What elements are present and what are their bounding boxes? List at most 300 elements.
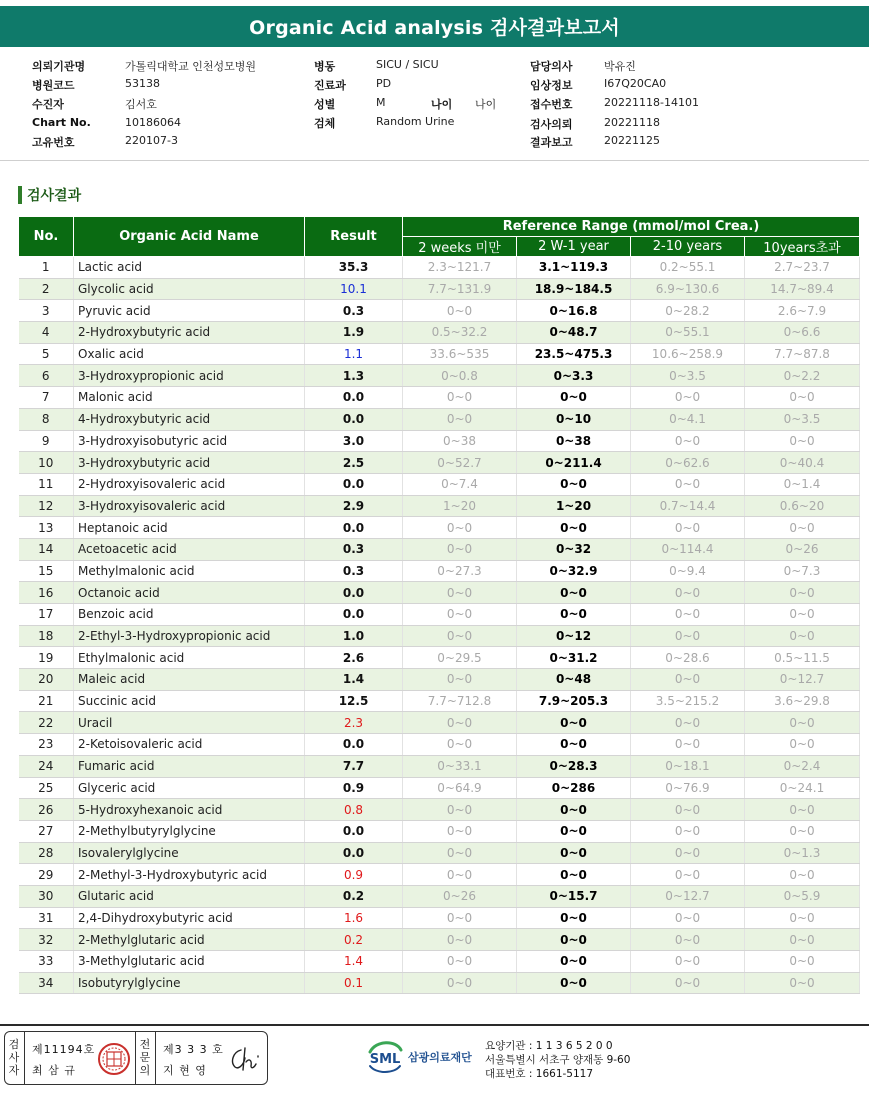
reference-range: 0~0 (745, 387, 860, 409)
reference-range: 0~2.2 (745, 365, 860, 387)
info-value: Random Urine (376, 115, 455, 128)
result-value: 0.0 (305, 408, 403, 430)
row-number: 19 (19, 647, 74, 669)
reference-range: 0~0 (403, 408, 517, 430)
info-value: I67Q20CA0 (604, 77, 667, 90)
acid-name: Isobutyrylglycine (74, 972, 305, 994)
acid-name: Heptanoic acid (74, 517, 305, 539)
lab-institution-code: 요양기관 : 1 1 3 6 5 2 0 0 (485, 1040, 613, 1052)
table-row (19, 560, 860, 582)
specialist-license-no: 제3 3 3 호 (163, 1043, 224, 1056)
info-doctor (530, 58, 636, 74)
reference-range: 0~0 (631, 517, 745, 539)
table-row (19, 517, 860, 539)
result-value: 0.1 (305, 972, 403, 994)
row-number: 11 (19, 473, 74, 495)
info-label: 진료과 (314, 79, 346, 92)
result-value: 0.9 (305, 777, 403, 799)
result-value: 0.9 (305, 864, 403, 886)
reference-range: 0~0 (517, 864, 631, 886)
reference-range: 0~0 (745, 820, 860, 842)
row-number: 24 (19, 755, 74, 777)
reference-range: 0.2~55.1 (631, 257, 745, 279)
specialist-name: 지 현 영 (163, 1064, 207, 1077)
row-number: 12 (19, 495, 74, 517)
result-value: 0.2 (305, 885, 403, 907)
row-number: 9 (19, 430, 74, 452)
reference-range: 0~0 (631, 734, 745, 756)
tester-name: 최 삼 규 (32, 1064, 76, 1077)
acid-name: Benzoic acid (74, 604, 305, 626)
row-number: 2 (19, 278, 74, 300)
table-row (19, 690, 860, 712)
row-number: 25 (19, 777, 74, 799)
table-row (19, 365, 860, 387)
reference-range: 0~12.7 (631, 885, 745, 907)
reference-range: 0~52.7 (403, 452, 517, 474)
reference-range: 0~0 (631, 582, 745, 604)
reference-range: 0~3.3 (517, 365, 631, 387)
acid-name: Oxalic acid (74, 343, 305, 365)
lab-info (485, 1039, 630, 1081)
reference-range: 0~1.3 (745, 842, 860, 864)
reference-range: 0.5~32.2 (403, 322, 517, 344)
reference-range: 0~0 (517, 929, 631, 951)
acid-name: Isovalerylglycine (74, 842, 305, 864)
row-number: 5 (19, 343, 74, 365)
table-row (19, 257, 860, 279)
table-row (19, 907, 860, 929)
row-number: 6 (19, 365, 74, 387)
result-value: 10.1 (305, 278, 403, 300)
col-header-range-2: 2-10 years (631, 237, 745, 257)
reference-range: 0~26 (403, 885, 517, 907)
info-label: 임상정보 (530, 79, 573, 92)
col-header-name: Organic Acid Name (74, 217, 305, 257)
col-header-range-3: 10years초과 (745, 237, 860, 257)
info-value: 20221125 (604, 134, 660, 147)
info-value: 20221118 (604, 116, 660, 129)
info-value: 나이 (475, 98, 497, 111)
result-value: 12.5 (305, 690, 403, 712)
reference-range: 1~20 (403, 495, 517, 517)
reference-range: 0~0 (403, 842, 517, 864)
table-row (19, 452, 860, 474)
reference-range: 0~26 (745, 538, 860, 560)
reference-range: 0~64.9 (403, 777, 517, 799)
table-row (19, 625, 860, 647)
info-request-date (530, 116, 660, 132)
info-receipt-no (530, 96, 699, 112)
row-number: 28 (19, 842, 74, 864)
row-number: 8 (19, 408, 74, 430)
reference-range: 0~2.4 (745, 755, 860, 777)
lab-address: 서울특별시 서초구 양재동 9-60 (485, 1054, 631, 1066)
table-row (19, 885, 860, 907)
info-value: 10186064 (125, 116, 181, 129)
reference-range: 0~0 (403, 604, 517, 626)
result-value: 2.5 (305, 452, 403, 474)
reference-range: 0~31.2 (517, 647, 631, 669)
info-clinical (530, 77, 666, 93)
reference-range: 2.3~121.7 (403, 257, 517, 279)
acid-name: Methylmalonic acid (74, 560, 305, 582)
reference-range: 0~15.7 (517, 885, 631, 907)
reference-range: 0~38 (517, 430, 631, 452)
section-title-text: 검사결과 (27, 188, 82, 204)
reference-range: 0~0 (403, 907, 517, 929)
header-divider (0, 160, 869, 161)
result-value: 1.4 (305, 669, 403, 691)
info-value: 20221118-14101 (604, 96, 699, 109)
row-number: 32 (19, 929, 74, 951)
reference-range: 0~0 (745, 864, 860, 886)
info-label: 고유번호 (32, 136, 75, 149)
info-value: 김서호 (125, 98, 157, 111)
result-value: 0.8 (305, 799, 403, 821)
row-number: 21 (19, 690, 74, 712)
acid-name: 5-Hydroxyhexanoic acid (74, 799, 305, 821)
info-value: 가톨릭대학교 인천성모병원 (125, 60, 257, 73)
reference-range: 0~0.8 (403, 365, 517, 387)
sign-divider (135, 1032, 136, 1084)
table-row (19, 322, 860, 344)
reference-range: 0~55.1 (631, 322, 745, 344)
result-value: 1.1 (305, 343, 403, 365)
reference-range: 18.9~184.5 (517, 278, 631, 300)
info-label: 접수번호 (530, 98, 573, 111)
reference-range: 3.5~215.2 (631, 690, 745, 712)
reference-range: 0~48 (517, 669, 631, 691)
result-value: 1.9 (305, 322, 403, 344)
results-body (19, 257, 860, 994)
row-number: 16 (19, 582, 74, 604)
info-label: 검사의뢰 (530, 118, 573, 131)
reference-range: 0~0 (745, 582, 860, 604)
reference-range: 0~0 (745, 929, 860, 951)
reference-range: 0~6.6 (745, 322, 860, 344)
reference-range: 0~0 (403, 712, 517, 734)
reference-range: 2.7~23.7 (745, 257, 860, 279)
acid-name: 3-Hydroxypropionic acid (74, 365, 305, 387)
reference-range: 0~0 (403, 669, 517, 691)
reference-range: 23.5~475.3 (517, 343, 631, 365)
reference-range: 33.6~535 (403, 343, 517, 365)
reference-range: 0~0 (631, 712, 745, 734)
acid-name: Malonic acid (74, 387, 305, 409)
specialist-label: 전 문 의 (139, 1038, 151, 1077)
acid-name: 3-Methylglutaric acid (74, 951, 305, 973)
reference-range: 0~0 (631, 799, 745, 821)
reference-range: 0~0 (745, 625, 860, 647)
acid-name: Maleic acid (74, 669, 305, 691)
reference-range: 0~0 (403, 734, 517, 756)
reference-range: 0~0 (631, 951, 745, 973)
reference-range: 0~3.5 (631, 365, 745, 387)
reference-range: 0~0 (631, 864, 745, 886)
reference-range: 0~0 (403, 864, 517, 886)
reference-range: 0~0 (745, 604, 860, 626)
info-value: M (376, 96, 386, 109)
reference-range: 0~0 (517, 604, 631, 626)
result-value: 35.3 (305, 257, 403, 279)
reference-range: 14.7~89.4 (745, 278, 860, 300)
acid-name: Lactic acid (74, 257, 305, 279)
info-label: 담당의사 (530, 60, 573, 73)
table-row (19, 799, 860, 821)
result-value: 0.0 (305, 842, 403, 864)
result-value: 0.0 (305, 582, 403, 604)
reference-range: 0~4.1 (631, 408, 745, 430)
reference-range: 0~0 (631, 820, 745, 842)
signature-icon (227, 1044, 263, 1074)
info-label: 결과보고 (530, 136, 573, 149)
acid-name: 2-Hydroxyisovaleric acid (74, 473, 305, 495)
signature-box (4, 1031, 268, 1085)
reference-range: 0~40.4 (745, 452, 860, 474)
reference-range: 0~0 (403, 538, 517, 560)
result-value: 0.0 (305, 387, 403, 409)
reference-range: 0~0 (517, 712, 631, 734)
reference-range: 0~0 (517, 582, 631, 604)
reference-range: 0~3.5 (745, 408, 860, 430)
row-number: 22 (19, 712, 74, 734)
info-chart-no (32, 116, 181, 129)
reference-range: 0~0 (745, 799, 860, 821)
result-value: 2.9 (305, 495, 403, 517)
reference-range: 0~0 (631, 387, 745, 409)
reference-range: 0~9.4 (631, 560, 745, 582)
reference-range: 0~0 (631, 972, 745, 994)
reference-range: 0~0 (403, 929, 517, 951)
info-label: 병원코드 (32, 79, 75, 92)
row-number: 30 (19, 885, 74, 907)
footer-divider (0, 1024, 869, 1026)
reference-range: 0~0 (517, 820, 631, 842)
reference-range: 0~0 (403, 582, 517, 604)
table-row (19, 951, 860, 973)
row-number: 18 (19, 625, 74, 647)
reference-range: 0~0 (403, 387, 517, 409)
reference-range: 7.7~131.9 (403, 278, 517, 300)
table-row (19, 278, 860, 300)
reference-range: 0~28.6 (631, 647, 745, 669)
reference-range: 0~0 (631, 430, 745, 452)
info-age (431, 96, 496, 112)
acid-name: 3-Hydroxybutyric acid (74, 452, 305, 474)
reference-range: 0~0 (517, 799, 631, 821)
result-value: 2.3 (305, 712, 403, 734)
acid-name: Uracil (74, 712, 305, 734)
reference-range: 0~24.1 (745, 777, 860, 799)
reference-range: 0.6~20 (745, 495, 860, 517)
reference-range: 0~286 (517, 777, 631, 799)
result-value: 7.7 (305, 755, 403, 777)
table-row (19, 755, 860, 777)
col-header-range-0: 2 weeks 미만 (403, 237, 517, 257)
row-number: 27 (19, 820, 74, 842)
table-row (19, 712, 860, 734)
info-value: 박유진 (604, 60, 636, 73)
reference-range: 0~0 (631, 929, 745, 951)
section-marker (18, 186, 22, 204)
result-value: 0.0 (305, 820, 403, 842)
info-label: 병동 (314, 60, 336, 73)
row-number: 7 (19, 387, 74, 409)
acid-name: Pyruvic acid (74, 300, 305, 322)
lab-logo (366, 1038, 472, 1076)
lab-name: 삼광의료재단 (408, 1051, 472, 1064)
row-number: 13 (19, 517, 74, 539)
acid-name: 3-Hydroxyisovaleric acid (74, 495, 305, 517)
info-report-date (530, 134, 660, 150)
reference-range: 0~0 (631, 604, 745, 626)
info-value: 220107-3 (125, 134, 178, 147)
reference-range: 0~0 (631, 842, 745, 864)
result-value: 0.3 (305, 538, 403, 560)
acid-name: 2-Ethyl-3-Hydroxypropionic acid (74, 625, 305, 647)
reference-range: 0~0 (403, 972, 517, 994)
row-number: 10 (19, 452, 74, 474)
acid-name: 2-Ketoisovaleric acid (74, 734, 305, 756)
sml-logo-icon (366, 1038, 404, 1076)
acid-name: 2-Methyl-3-Hydroxybutyric acid (74, 864, 305, 886)
reference-range: 0~18.1 (631, 755, 745, 777)
reference-range: 0~0 (745, 430, 860, 452)
row-number: 26 (19, 799, 74, 821)
result-value: 0.0 (305, 604, 403, 626)
info-label: 의뢰기관명 (32, 60, 86, 73)
reference-range: 6.9~130.6 (631, 278, 745, 300)
info-label: 검체 (314, 117, 336, 130)
row-number: 33 (19, 951, 74, 973)
row-number: 23 (19, 734, 74, 756)
row-number: 1 (19, 257, 74, 279)
reference-range: 0~38 (403, 430, 517, 452)
reference-range: 0~0 (745, 712, 860, 734)
table-row (19, 538, 860, 560)
reference-range: 0~211.4 (517, 452, 631, 474)
reference-range: 0~32.9 (517, 560, 631, 582)
reference-range: 0~0 (745, 972, 860, 994)
reference-range: 0~48.7 (517, 322, 631, 344)
reference-range: 0~1.4 (745, 473, 860, 495)
info-ward (314, 58, 439, 74)
acid-name: 2-Methylglutaric acid (74, 929, 305, 951)
result-value: 3.0 (305, 430, 403, 452)
table-row (19, 842, 860, 864)
reference-range: 0~33.1 (403, 755, 517, 777)
acid-name: 2,4-Dihydroxybutyric acid (74, 907, 305, 929)
row-number: 31 (19, 907, 74, 929)
table-row (19, 777, 860, 799)
results-table (18, 216, 860, 994)
result-value: 1.0 (305, 625, 403, 647)
lab-phone: 대표번호 : 1661-5117 (485, 1068, 594, 1080)
sign-divider (155, 1032, 156, 1084)
reference-range: 0~16.8 (517, 300, 631, 322)
reference-range: 0~0 (517, 972, 631, 994)
info-sex (314, 96, 386, 112)
row-number: 17 (19, 604, 74, 626)
info-label: Chart No. (32, 116, 91, 129)
reference-range: 0~0 (631, 625, 745, 647)
acid-name: Glyceric acid (74, 777, 305, 799)
result-value: 0.0 (305, 473, 403, 495)
col-header-result: Result (305, 217, 403, 257)
table-row (19, 604, 860, 626)
seal-stamp-icon (97, 1042, 131, 1076)
reference-range: 7.7~712.8 (403, 690, 517, 712)
table-row (19, 820, 860, 842)
table-row (19, 300, 860, 322)
table-row (19, 929, 860, 951)
result-value: 0.0 (305, 734, 403, 756)
acid-name: Fumaric acid (74, 755, 305, 777)
reference-range: 0~0 (517, 842, 631, 864)
reference-range: 7.7~87.8 (745, 343, 860, 365)
reference-range: 0~28.2 (631, 300, 745, 322)
reference-range: 0~0 (403, 951, 517, 973)
table-row (19, 473, 860, 495)
reference-range: 0~28.3 (517, 755, 631, 777)
reference-range: 7.9~205.3 (517, 690, 631, 712)
report-title: Organic Acid analysis 검사결과보고서 (0, 6, 869, 47)
reference-range: 0~12.7 (745, 669, 860, 691)
reference-range: 0.7~14.4 (631, 495, 745, 517)
reference-range: 0~0 (403, 625, 517, 647)
result-value: 1.4 (305, 951, 403, 973)
reference-range: 3.6~29.8 (745, 690, 860, 712)
acid-name: 4-Hydroxybutyric acid (74, 408, 305, 430)
acid-name: Octanoic acid (74, 582, 305, 604)
reference-range: 0~0 (517, 734, 631, 756)
row-number: 34 (19, 972, 74, 994)
lab-logo-text: SML (369, 1052, 401, 1067)
acid-name: Acetoacetic acid (74, 538, 305, 560)
reference-range: 0~0 (403, 799, 517, 821)
reference-range: 0~29.5 (403, 647, 517, 669)
reference-range: 0~5.9 (745, 885, 860, 907)
reference-range: 0~76.9 (631, 777, 745, 799)
table-row (19, 387, 860, 409)
info-specimen (314, 115, 454, 131)
reference-range: 3.1~119.3 (517, 257, 631, 279)
tester-license-no: 제11194호 (32, 1043, 96, 1056)
acid-name: Glutaric acid (74, 885, 305, 907)
info-value: PD (376, 77, 392, 90)
col-header-no: No. (19, 217, 74, 257)
reference-range: 0~0 (631, 907, 745, 929)
acid-name: Succinic acid (74, 690, 305, 712)
info-label: 나이 (431, 98, 453, 111)
table-row (19, 669, 860, 691)
table-row (19, 647, 860, 669)
reference-range: 0~0 (517, 473, 631, 495)
table-row (19, 734, 860, 756)
table-row (19, 430, 860, 452)
table-row (19, 864, 860, 886)
result-value: 0.2 (305, 929, 403, 951)
reference-range: 0~0 (745, 907, 860, 929)
reference-range: 10.6~258.9 (631, 343, 745, 365)
reference-range: 0~0 (517, 951, 631, 973)
result-value: 2.6 (305, 647, 403, 669)
reference-range: 0~114.4 (631, 538, 745, 560)
tester-label: 검 사 자 (8, 1038, 20, 1077)
reference-range: 0~0 (403, 300, 517, 322)
reference-range: 0~10 (517, 408, 631, 430)
